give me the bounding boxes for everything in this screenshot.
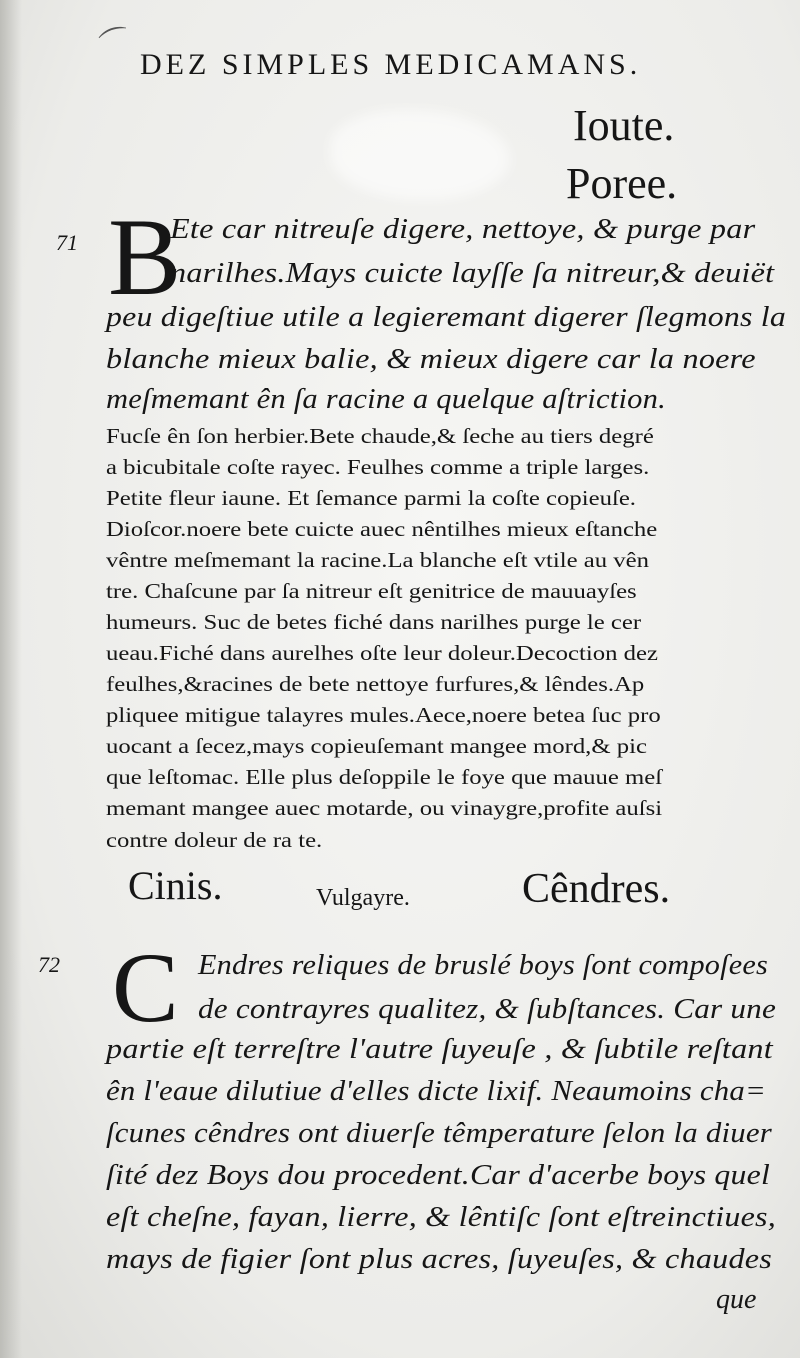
section1-body-line: tre. Chaſcune par ſa nitreur eſt genitrice de mauuayſes <box>106 579 637 603</box>
vulgar-label: Vulgayre. <box>316 885 410 911</box>
section1-text-line: narilhes.Mays cuicte layſſe ſa nitreur,& deuiët <box>170 258 775 289</box>
section2-text-line: partie eſt terreſtre l'autre ſuyeuſe , & ſubtile reſtant <box>106 1034 773 1065</box>
section1-body-line: vêntre meſmemant la racine.La blanche eſt vtile au vên <box>106 548 650 572</box>
section1-body-line: a bicubitale coſte rayec. Feulhes comme a triple larges. <box>106 455 650 479</box>
french-name-cendres: Cêndres. <box>522 866 671 912</box>
section2-text-line: eſt cheſne, fayan, lierre, & lêntiſc ſont eſtreinctiues, <box>106 1202 776 1233</box>
running-head: DEZ SIMPLES MEDICAMANS. <box>140 48 642 81</box>
section1-body-line: Fucſe ên ſon herbier.Bete chaude,& ſeche au tiers degré <box>106 424 654 448</box>
page-edge-shadow <box>0 0 22 1358</box>
latin-name-cinis: Cinis. <box>128 863 223 908</box>
section2-text-line: Endres reliques de bruslé boys ſont compoſees <box>198 950 768 981</box>
section1-body-line: feulhes,&racines de bete nettoye furfures,& lêndes.Ap <box>106 672 645 696</box>
section1-body-line: contre doleur de ra te. <box>106 828 323 852</box>
section1-body-line: humeurs. Suc de betes fiché dans narilhes purge le cer <box>106 610 642 634</box>
ink-mark: ⌒ <box>96 21 137 65</box>
section1-body-line: que leſtomac. Elle plus deſoppile le foye que mauue meſ <box>106 765 663 789</box>
section1-body-line: Dioſcor.noere bete cuicte auec nêntilhes mieux eſtanche <box>106 517 658 541</box>
section2-text-line: ên l'eaue dilutiue d'elles dicte lixif. Neaumoins cha= <box>106 1076 766 1107</box>
catchword: que <box>716 1284 757 1315</box>
paper-stain <box>330 110 510 200</box>
section1-text-line: peu digeſtiue utile a legieremant digerer ſlegmons la <box>106 302 786 333</box>
section1-body-line: memant mangee auec motarde, ou vinaygre,profite auſsi <box>106 796 663 820</box>
section1-body-line: uocant a ſecez,mays copieuſemant mangee mord,& pic <box>106 734 647 758</box>
margin-number-72: 72 <box>38 952 60 977</box>
section1-text-line: blanche mieux balie, & mieux digere car la noere <box>106 344 756 375</box>
section1-body-line: Petite fleur iaune. Et ſemance parmi la coſte copieuſe. <box>106 486 636 510</box>
section1-body-line: pliquee mitigue talayres mules.Aece,noere betea ſuc pro <box>106 703 661 727</box>
margin-number-71: 71 <box>56 230 78 255</box>
section2-text-line: ſcunes cêndres ont diuerſe têmperature ſelon la diuer <box>106 1118 772 1149</box>
drop-cap-b: B <box>108 196 182 318</box>
plant-name-ioute: Ioute. <box>573 101 675 150</box>
section1-body-line: ueau.Fiché dans aurelhes oſte leur doleur.Decoction dez <box>106 641 658 665</box>
drop-cap-c: C <box>112 932 179 1043</box>
section2-text-line: de contrayres qualitez, & ſubſtances. Car une <box>198 994 776 1025</box>
plant-name-poree: Poree. <box>566 159 678 208</box>
section2-text-line: ſité dez Boys dou procedent.Car d'acerbe boys quel <box>106 1160 770 1191</box>
section1-text-line: Ete car nitreuſe digere, nettoye, & purge par <box>170 214 756 245</box>
section1-text-line: meſmemant ên ſa racine a quelque aſtriction. <box>106 384 666 415</box>
section2-text-line: mays de figier ſont plus acres, ſuyeuſes, & chaudes <box>106 1244 772 1275</box>
